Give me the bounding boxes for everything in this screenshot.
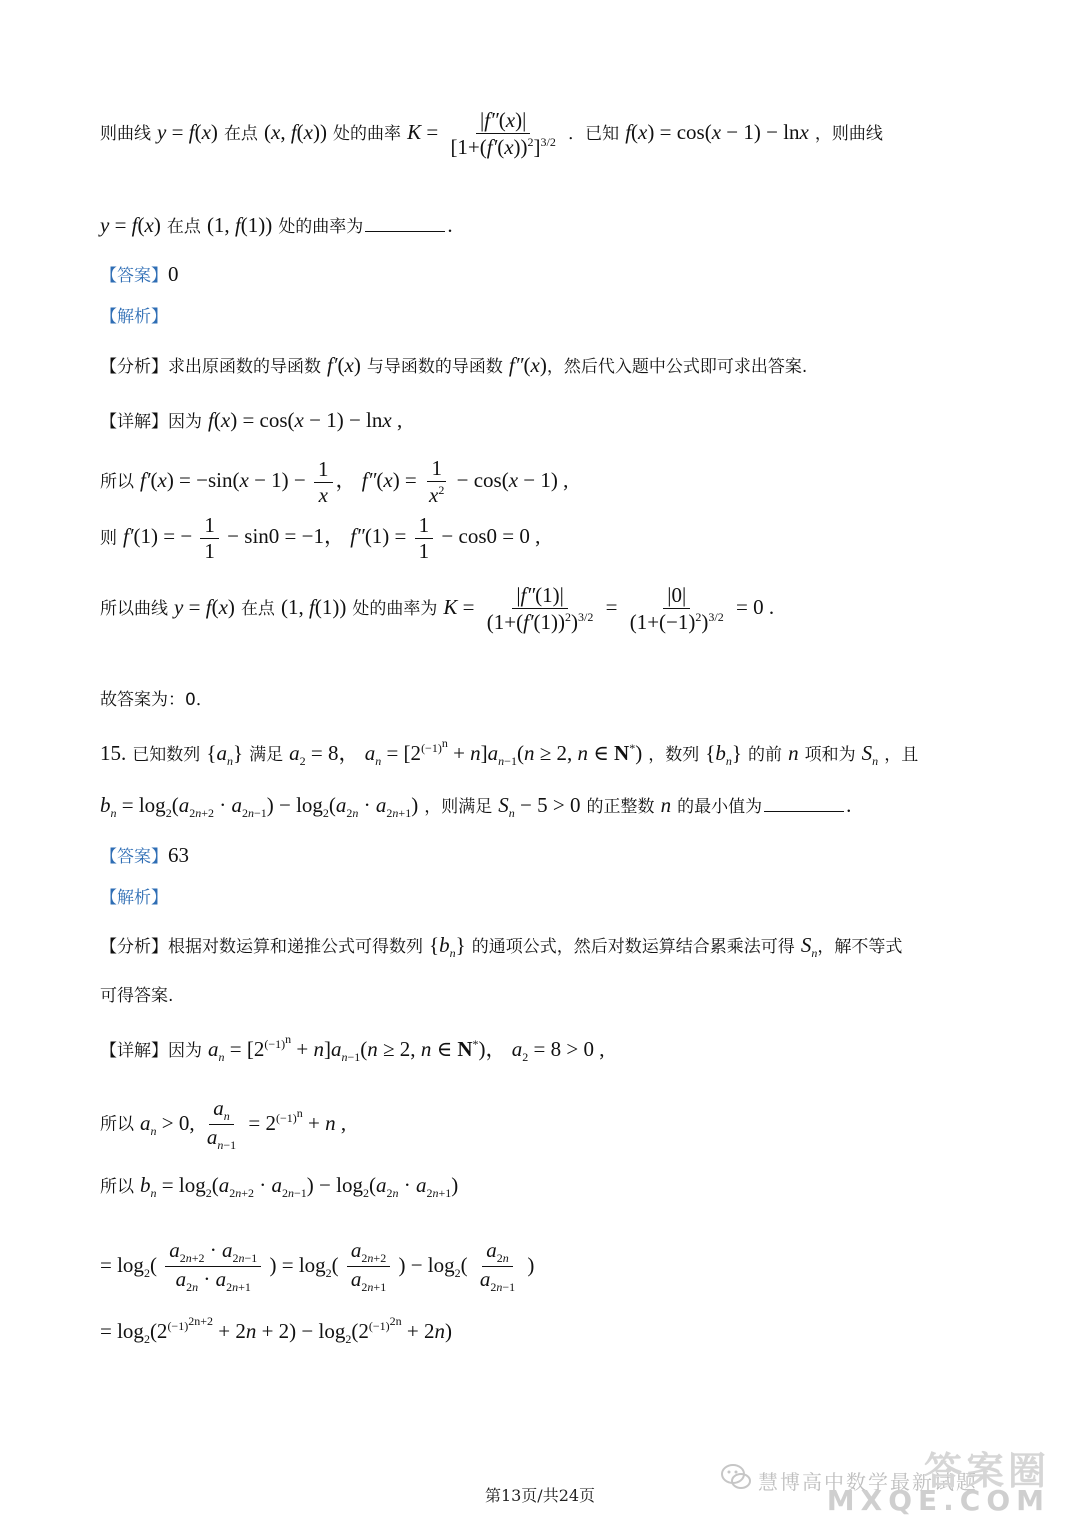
math: (1, f(1)): [206, 213, 273, 237]
bn-line: [100, 1175, 458, 1199]
math: $b_n = \log_2(a_{2n+2} \cdot a_{2n-1}) - \log_2(a_{2n} \cdot a_{2n+1})$: [100, 793, 419, 821]
question-15-line2: [100, 793, 851, 819]
answer-line: [100, 264, 179, 285]
text: 所以: [100, 1177, 134, 1197]
text: 处的曲率为: [278, 217, 364, 237]
text: 因为: [168, 412, 202, 432]
answer-blank: [365, 213, 445, 232]
analysis-tag: 【解析】: [100, 307, 168, 327]
text: 的通项公式，然后对数运算结合累乘法可得: [471, 937, 795, 957]
final-answer-line: [100, 690, 213, 709]
math: f′(x): [327, 353, 361, 377]
text: ，数列: [648, 745, 700, 765]
text: 根据对数运算和递推公式可得数列: [168, 937, 423, 957]
derivative-line: [100, 458, 568, 506]
text: 已知数列: [132, 745, 201, 765]
ratio-line: [100, 1098, 346, 1151]
answer-value: 63: [168, 843, 189, 867]
text: 则: [100, 528, 117, 549]
text: 在点: [240, 598, 275, 619]
page-footer: 第13页/共24页: [484, 1486, 596, 1505]
math: (1, f(1)): [280, 594, 347, 619]
math: n: [660, 793, 672, 817]
math: f″(x): [508, 353, 547, 377]
answer-blank: [764, 793, 844, 812]
text: 的最小值为: [677, 797, 763, 817]
text: 故答案为：0．: [100, 690, 213, 710]
analysis-heading: [100, 307, 168, 326]
question-number: 15.: [100, 741, 127, 765]
text: 在点: [223, 123, 258, 144]
text: ，则曲线: [814, 123, 883, 144]
curvature-formula: K = $\frac{|f''(x)|}{[1+(f'(x))^2]^{3/2}}$: [407, 108, 556, 159]
math: = $\log_2(2^{(-1)^{2n+2}} + 2n + 2) - \log_2(2^{(-1)^{2n}} + 2n)$: [100, 1314, 452, 1347]
watermark: [720, 1440, 1050, 1520]
math: f′(1) = − $\frac{1}{1}$ − sin0 = −1， f″(1) = $\frac{1}{1}$ − cos0 = 0 ,: [123, 513, 541, 563]
text: 求出原函数的导函数: [168, 357, 321, 377]
text: 因为: [168, 1041, 202, 1061]
fenxi-tag: 【分析】: [100, 937, 168, 957]
math: $\{b_n\}$: [429, 933, 466, 961]
math: $S_n$: [800, 933, 818, 961]
analysis-paragraph-2: [100, 935, 902, 959]
math: $a_n = [2^{(-1)^n} + n]a_{n-1}(n \ge 2$, n ∈ N*)， $a_2 = 8 > 0$ ,: [208, 1032, 605, 1065]
text: 满足: [249, 745, 284, 765]
analysis-tag: 【解析】: [100, 888, 168, 908]
text: ，然后代入题中公式即可求出答案.: [546, 357, 808, 377]
text: 所以曲线: [100, 598, 168, 619]
bn-final-line: [100, 1315, 452, 1345]
answer-tag: 【答案】: [100, 847, 168, 867]
math: f(x) = cos(x − 1) − lnx ,: [208, 408, 403, 432]
watermark-text: 慧博高中数学最新试题: [758, 1470, 978, 1494]
bn-simplify-line: [100, 1240, 534, 1293]
fenxi-tag: 【分析】: [100, 357, 168, 377]
math: $a_n > 0$, $\frac{a_n}{a_{n-1}}$ = $2^{(-1)^n} + n$ ,: [140, 1096, 347, 1153]
question-line: [100, 213, 453, 236]
question-15-line1: [100, 737, 918, 767]
text: 可得答案.: [100, 986, 174, 1006]
math: y = f(x): [157, 119, 218, 144]
detail-line: [100, 410, 402, 431]
xiangjie-tag: 【详解】: [100, 412, 168, 432]
math: $S_n - 5 > 0$: [498, 793, 581, 821]
math: f(x) = cos(x − 1) − lnx: [625, 119, 809, 144]
math: (x, f(x)): [263, 119, 327, 144]
analysis-paragraph: [100, 355, 807, 376]
text: ，且: [884, 745, 919, 765]
text: ，则满足: [424, 797, 493, 817]
math: K = $\frac{|f''(1)|}{(1+(f'(1))^2)^{3/2}}$ = $\frac{|0|}{(1+(-1)^2)^{3/2}}$ = 0 .: [443, 583, 775, 634]
text: 所以: [100, 1114, 134, 1135]
text: 项和为: [804, 745, 856, 765]
punct: .: [447, 213, 453, 237]
watermark-logo-bottom: MXQE.COM: [826, 1484, 1050, 1517]
text: 的前: [748, 745, 783, 765]
analysis-paragraph-2-cont: [100, 986, 173, 1005]
evaluate-line: [100, 515, 540, 562]
text: 在点: [166, 217, 201, 237]
math: $b_n = \log_2(a_{2n+2} \cdot a_{2n-1}) - \log_2(a_{2n} \cdot a_{2n+1})$: [140, 1173, 459, 1201]
answer-line-2: [100, 845, 189, 866]
answer-tag: 【答案】: [100, 266, 168, 286]
answer-value: 0: [168, 262, 179, 286]
math: n: [788, 741, 799, 765]
math: $\{b_n\}$: [705, 741, 742, 769]
text: 所以: [100, 471, 134, 492]
math: = $\log_2$( $\frac{a_{2n+2} \cdot a_{2n-1}}{a_{2n} \cdot a_{2n+1}}$ ) = $\log_2$( $\frac{a_{2n+2}}{a_{2n+1}}$ ) − $\log_2$( $\frac{a_{2n}}{a_{2n-1}}$ ): [100, 1238, 535, 1295]
text: 与导函数的导函数: [366, 357, 503, 377]
math: $a_2 = 8$， $a_n = [2^{(-1)^n} + n]a_{n-1}(n \ge 2$, n ∈ N*): [289, 736, 643, 769]
text: ．已知: [568, 123, 620, 144]
math: y = f(x): [174, 594, 235, 619]
punct: .: [846, 793, 852, 817]
text: 则曲线: [100, 123, 151, 144]
text: 处的曲率: [333, 123, 402, 144]
math: $\{a_n\}$: [206, 741, 244, 769]
analysis-heading-2: [100, 888, 168, 907]
curvature-definition-line: [100, 110, 883, 158]
math: $S_n$: [861, 741, 879, 769]
math: y = f(x): [100, 213, 161, 237]
text: 处的曲率为: [352, 598, 438, 619]
watermark-logo-top: 答案圈: [923, 1449, 1050, 1493]
text: ，解不等式: [817, 937, 903, 957]
curvature-result-line: [100, 585, 774, 633]
detail-line-2: [100, 1033, 604, 1063]
text: 的正整数: [586, 797, 655, 817]
math: f′(x) = −sin(x − 1) − $\frac{1}{x}$ ， f″(x) = $\frac{1}{x^2}$ − cos(x − 1) ,: [140, 456, 569, 507]
xiangjie-tag: 【详解】: [100, 1041, 168, 1061]
